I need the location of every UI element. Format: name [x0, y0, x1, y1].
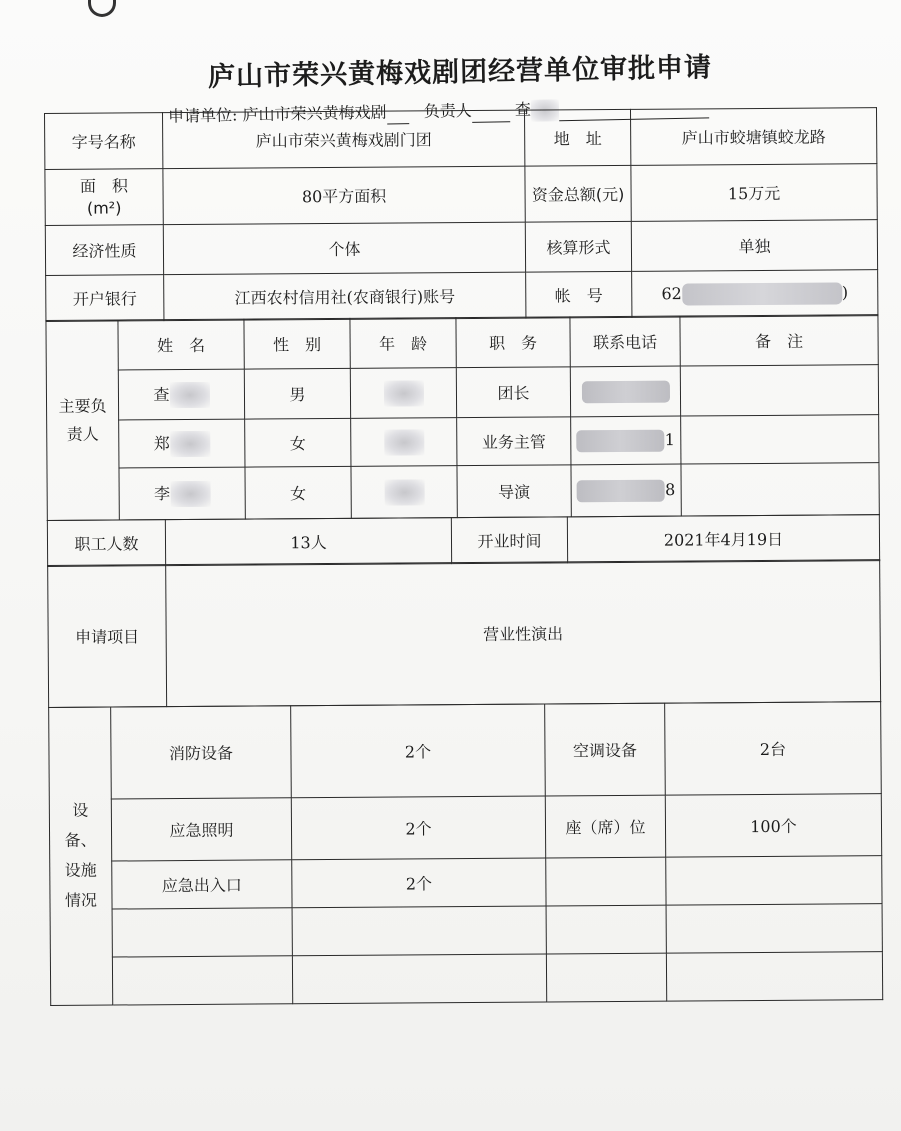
col-header: 联系电话 [570, 316, 680, 367]
leader-phone [571, 416, 681, 465]
basic-info-table [44, 107, 878, 322]
applicant-value: 庐山市荣兴黄梅戏剧 [242, 102, 387, 125]
leader-name-text: 李 [154, 483, 171, 503]
applicant-label: 申请单位: [167, 105, 238, 126]
facility-label: 应急出入口 [112, 859, 292, 908]
facilities-section-label: 设备、设施情况 [49, 707, 113, 1005]
nature-label: 经济性质 [45, 225, 163, 276]
table-row [50, 855, 882, 909]
staff-count-value: 13人 [165, 517, 451, 565]
area-value: 80平方面积 [163, 166, 525, 225]
facility-value: 100个 [665, 793, 881, 857]
table-row [46, 315, 878, 371]
redacted-blur [384, 429, 424, 455]
redacted-blur [682, 282, 842, 305]
table-row [47, 463, 879, 521]
leader-role: 业务主管 [457, 417, 571, 466]
area-label: 面 积 [79, 175, 129, 196]
leader-name [118, 370, 244, 421]
redacted-blur [383, 380, 423, 406]
staff-table [47, 514, 880, 567]
address-label: 地 址 [524, 109, 630, 166]
leader-note [681, 415, 879, 464]
leaders-table [45, 315, 879, 522]
address-value: 庐山市蛟塘镇蛟龙路 [630, 108, 876, 166]
table-row [47, 415, 879, 469]
name-value: 庐山市荣兴黄梅戏剧门团 [163, 110, 525, 169]
leader-age [351, 466, 457, 519]
document-title: 庐山市荣兴黄梅戏剧团经营单位审批申请 [207, 52, 713, 93]
col-header: 年 龄 [350, 318, 456, 369]
bank-value: 江西农村信用社(农商银行)账号 [164, 272, 526, 321]
redacted-blur [170, 481, 210, 507]
accounting-label: 核算形式 [525, 221, 631, 272]
redacted-blur [169, 382, 209, 408]
leader-gender: 男 [244, 369, 350, 420]
accounting-value: 单独 [631, 220, 877, 272]
facility-value [666, 855, 882, 905]
open-date-label: 开业时间 [451, 517, 567, 564]
table-row [45, 164, 877, 226]
open-date-value: 2021年4月19日 [567, 514, 879, 562]
facility-label: 空调设备 [545, 703, 666, 796]
facility-label: 应急照明 [111, 797, 291, 860]
leader-name-text: 郑 [153, 433, 170, 453]
facility-label [546, 857, 666, 906]
table-row [46, 365, 878, 421]
leader-role: 导演 [457, 465, 571, 518]
project-label: 申请项目 [48, 565, 167, 708]
project-value: 营业性演出 [166, 560, 881, 707]
redacted-blur [577, 430, 665, 453]
area-unit: (m²) [86, 197, 122, 218]
table-row [46, 270, 878, 322]
leader-name-text: 查 [153, 384, 170, 404]
bank-label: 开户银行 [46, 275, 164, 322]
table-row [45, 220, 877, 276]
table-row [49, 793, 881, 861]
phone-tail: 1 [664, 430, 675, 450]
facility-value: 2个 [291, 796, 545, 860]
redacted-blur [170, 431, 210, 457]
leader-note [681, 463, 879, 516]
table-row [47, 514, 879, 566]
facility-value: 2个 [292, 858, 546, 908]
facility-value: 2个 [291, 704, 546, 798]
leader-gender: 女 [245, 467, 351, 520]
redacted-blur [577, 480, 665, 503]
table-row [48, 560, 881, 708]
person-label: 负责人 [423, 100, 472, 121]
facility-label [546, 905, 666, 954]
table-row [50, 903, 882, 957]
facility-label: 座（席）位 [545, 795, 665, 858]
facility-value [292, 906, 546, 956]
table-row [49, 701, 882, 799]
table-row [50, 951, 882, 1005]
leader-note [680, 365, 878, 416]
table-row [45, 108, 877, 170]
facility-label [112, 955, 292, 1004]
nature-value: 个体 [163, 222, 525, 275]
leader-phone [570, 366, 680, 417]
redacted-blur [384, 479, 424, 505]
corner-mark [88, 0, 116, 17]
facility-label [546, 953, 666, 1002]
leader-age [350, 368, 456, 419]
leader-name [119, 468, 245, 521]
application-form [44, 107, 883, 1005]
leader-gender: 女 [245, 419, 351, 468]
col-header: 职 务 [456, 317, 570, 368]
project-table [47, 559, 881, 708]
col-header: 备 注 [680, 315, 878, 366]
name-label: 字号名称 [45, 113, 163, 170]
facilities-table [48, 701, 883, 1006]
staff-count-label: 职工人数 [47, 519, 165, 566]
account-prefix: 62 [661, 283, 682, 303]
leader-role: 团长 [456, 367, 570, 418]
col-header: 性 别 [244, 319, 350, 370]
person-value: 查 [514, 99, 532, 120]
facility-value [292, 954, 546, 1004]
facility-label: 消防设备 [111, 705, 292, 798]
facility-value: 2台 [665, 701, 882, 795]
account-value [632, 270, 878, 318]
account-suffix: ) [841, 282, 849, 302]
col-header: 姓 名 [118, 320, 244, 371]
redacted-blur [581, 381, 669, 404]
facility-label [112, 907, 292, 956]
phone-tail: 8 [664, 480, 676, 500]
facility-value [666, 951, 882, 1001]
area-label-cell [45, 169, 163, 226]
leader-age [351, 418, 457, 467]
leader-name [119, 420, 245, 469]
facility-value [666, 903, 882, 953]
account-label: 帐 号 [526, 271, 632, 318]
leaders-section-label: 主要负责人 [46, 320, 119, 520]
capital-label: 资金总额(元) [525, 165, 631, 222]
leader-phone [571, 464, 681, 517]
capital-value: 15万元 [631, 164, 877, 222]
